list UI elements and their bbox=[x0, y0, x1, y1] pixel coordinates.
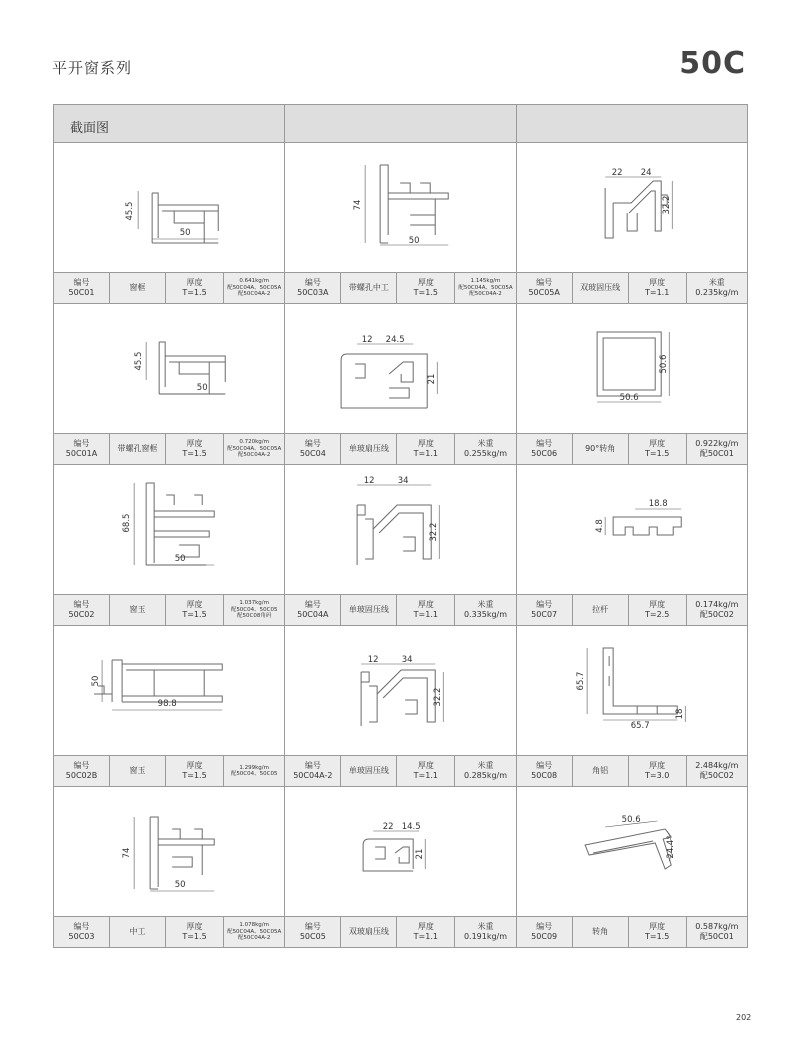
thickness-cell bbox=[397, 434, 455, 464]
weight-line: 配50C04A、50C05A bbox=[227, 445, 282, 452]
name-cell bbox=[573, 434, 629, 464]
section-drawing bbox=[54, 304, 284, 433]
profile-name: 转角 bbox=[592, 927, 609, 936]
profile-cell bbox=[54, 787, 285, 947]
dimension-label: 22 bbox=[383, 822, 394, 832]
thickness-value: T=2.5 bbox=[645, 610, 670, 619]
code-label: 编号 bbox=[536, 439, 553, 448]
profile-outline bbox=[597, 332, 661, 396]
profile-code: 50C07 bbox=[531, 610, 558, 619]
dimension-label: 50 bbox=[174, 880, 186, 890]
dimension-label: 24 bbox=[640, 168, 652, 178]
weight-line: 配50C04A、50C05A bbox=[227, 928, 282, 935]
code-label: 编号 bbox=[536, 761, 553, 770]
profile-cell bbox=[54, 304, 285, 464]
dimension-label: 74 bbox=[122, 847, 133, 859]
spec-bar bbox=[517, 916, 747, 947]
weight-line: 1.299kg/m bbox=[239, 764, 269, 771]
dimension-label: 24.4° bbox=[665, 835, 676, 859]
profile-code: 50C02B bbox=[65, 771, 98, 780]
profile-outline bbox=[361, 670, 435, 726]
spec-bar bbox=[54, 272, 284, 303]
weight-line: 配50C01 bbox=[699, 932, 734, 941]
header-cell bbox=[54, 105, 285, 142]
profile-name: 单玻扇压线 bbox=[348, 444, 389, 453]
dimension-label: 50 bbox=[179, 228, 191, 238]
thickness-label: 厚度 bbox=[417, 439, 434, 448]
profile-outline bbox=[357, 505, 431, 565]
profile-cell bbox=[54, 626, 285, 786]
thickness-value: T=1.5 bbox=[182, 610, 207, 619]
thickness-label: 厚度 bbox=[417, 278, 434, 287]
profile-outline bbox=[585, 829, 671, 869]
code-label: 编号 bbox=[73, 600, 90, 609]
dimension-label: 22 bbox=[611, 168, 623, 178]
code-cell bbox=[517, 434, 573, 464]
profile-outline bbox=[146, 483, 214, 565]
spec-bar bbox=[54, 916, 284, 947]
code-label: 编号 bbox=[536, 278, 553, 287]
dimension-label: 21 bbox=[415, 848, 426, 860]
section-drawing bbox=[517, 304, 747, 433]
profile-name: 90°转角 bbox=[585, 444, 616, 453]
profile-code: 50C08 bbox=[531, 771, 558, 780]
dimension-label: 34 bbox=[402, 655, 413, 665]
weight-label: 米重 bbox=[477, 439, 494, 448]
code-label: 编号 bbox=[536, 922, 553, 931]
weight-line: 1.037kg/m bbox=[239, 600, 269, 607]
spec-bar bbox=[285, 433, 515, 464]
profile-table bbox=[53, 104, 748, 948]
weight-line: 配50C02 bbox=[699, 610, 734, 619]
thickness-label: 厚度 bbox=[649, 761, 666, 770]
table-row bbox=[54, 143, 747, 304]
dimension-label: 21 bbox=[427, 373, 438, 385]
section-drawing bbox=[285, 465, 515, 594]
weight-cell bbox=[455, 273, 515, 303]
weight-line: 配50C04、50C05 bbox=[230, 606, 278, 613]
code-cell bbox=[285, 434, 341, 464]
dimension-label: 74 bbox=[353, 199, 364, 211]
thickness-label: 厚度 bbox=[186, 761, 203, 770]
code-label: 编号 bbox=[304, 278, 321, 287]
profile-cell bbox=[285, 304, 516, 464]
code-cell bbox=[54, 917, 110, 947]
thickness-cell bbox=[166, 917, 224, 947]
dimension-label: 50.6 bbox=[621, 815, 641, 825]
weight-line: 0.335kg/m bbox=[463, 610, 508, 619]
dimension-label: 65.7 bbox=[575, 671, 586, 691]
thickness-value: T=1.1 bbox=[413, 932, 438, 941]
section-drawing bbox=[54, 143, 284, 272]
weight-line: 配50C04A-2 bbox=[469, 291, 502, 298]
weight-cell bbox=[687, 595, 747, 625]
name-cell bbox=[110, 273, 166, 303]
profile-code: 50C06 bbox=[531, 449, 558, 458]
section-drawing bbox=[517, 465, 747, 594]
weight-cell bbox=[224, 595, 284, 625]
thickness-label: 厚度 bbox=[417, 922, 434, 931]
weight-line: 1.145kg/m bbox=[470, 278, 501, 285]
profile-code: 50C01A bbox=[65, 449, 98, 458]
spec-bar bbox=[54, 594, 284, 625]
profile-name: 单玻固压线 bbox=[348, 766, 389, 775]
thickness-label: 厚度 bbox=[417, 600, 434, 609]
profile-name: 角铝 bbox=[592, 766, 609, 775]
code-label: 编号 bbox=[536, 600, 553, 609]
name-cell bbox=[110, 595, 166, 625]
section-drawing bbox=[285, 626, 515, 755]
code-cell bbox=[285, 756, 341, 786]
profile-cell bbox=[517, 143, 747, 303]
table-row bbox=[54, 787, 747, 947]
spec-bar bbox=[54, 433, 284, 464]
dimension-label: 32.2 bbox=[429, 522, 440, 542]
profile-name: 中工 bbox=[129, 927, 146, 936]
dimension-label: 68.5 bbox=[122, 513, 133, 533]
thickness-value: T=1.5 bbox=[182, 771, 207, 780]
thickness-cell bbox=[629, 756, 687, 786]
dimension-label: 45.5 bbox=[134, 351, 145, 371]
thickness-value: T=1.5 bbox=[182, 288, 207, 297]
spec-bar bbox=[285, 755, 515, 786]
weight-line: 配50C02 bbox=[699, 771, 734, 780]
section-drawing bbox=[54, 465, 284, 594]
weight-line: 配50C04A、50C05A bbox=[458, 284, 513, 291]
code-label: 编号 bbox=[304, 439, 321, 448]
spec-bar bbox=[285, 916, 515, 947]
thickness-cell bbox=[166, 756, 224, 786]
profile-cell bbox=[285, 143, 516, 303]
profile-name: 双玻固压线 bbox=[580, 283, 621, 292]
thickness-cell bbox=[166, 434, 224, 464]
thickness-value: T=1.1 bbox=[645, 288, 670, 297]
name-cell bbox=[341, 434, 397, 464]
name-cell bbox=[110, 756, 166, 786]
dimension-label: 24.5 bbox=[386, 335, 405, 345]
table-body bbox=[54, 143, 747, 947]
weight-line: 配50C04A-2 bbox=[237, 291, 271, 298]
thickness-label: 厚度 bbox=[186, 600, 203, 609]
thickness-value: T=1.1 bbox=[413, 771, 438, 780]
profile-outline bbox=[159, 342, 225, 394]
profile-code: 50C01 bbox=[68, 288, 95, 297]
weight-line: 1.078kg/m bbox=[239, 922, 269, 929]
weight-line: 0.922kg/m bbox=[695, 439, 739, 448]
profile-cell bbox=[285, 626, 516, 786]
thickness-cell bbox=[629, 595, 687, 625]
spec-bar bbox=[54, 755, 284, 786]
name-cell bbox=[110, 917, 166, 947]
code-cell bbox=[517, 756, 573, 786]
profile-outline bbox=[341, 354, 427, 408]
weight-line: 0.285kg/m bbox=[463, 771, 508, 780]
spec-bar bbox=[517, 755, 747, 786]
weight-line: 配50C04、50C05 bbox=[230, 771, 278, 777]
thickness-label: 厚度 bbox=[186, 439, 203, 448]
code-cell bbox=[517, 273, 573, 303]
profile-name: 窗玉 bbox=[129, 766, 146, 775]
section-drawing bbox=[517, 143, 747, 272]
thickness-label: 厚度 bbox=[186, 278, 203, 287]
profile-code: 50C04A-2 bbox=[293, 771, 333, 780]
profile-cell bbox=[517, 787, 747, 947]
profile-cell bbox=[517, 304, 747, 464]
profile-outline bbox=[603, 648, 677, 714]
table-row bbox=[54, 626, 747, 787]
thickness-cell bbox=[629, 917, 687, 947]
profile-code: 50C02 bbox=[68, 610, 95, 619]
code-label: 编号 bbox=[73, 278, 90, 287]
weight-line: 0.191kg/m bbox=[463, 932, 508, 941]
code-cell bbox=[54, 756, 110, 786]
code-cell bbox=[517, 595, 573, 625]
weight-line: 0.174kg/m bbox=[695, 600, 739, 609]
dimension-label: 12 bbox=[368, 655, 379, 665]
dimension-label: 45.5 bbox=[125, 201, 136, 221]
weight-cell bbox=[687, 273, 747, 303]
table-row bbox=[54, 304, 747, 465]
thickness-value: T=1.5 bbox=[645, 449, 670, 458]
profile-name: 带螺孔中工 bbox=[348, 283, 389, 292]
code-cell bbox=[517, 917, 573, 947]
code-cell bbox=[54, 273, 110, 303]
name-cell bbox=[341, 917, 397, 947]
weight-line: 0.587kg/m bbox=[695, 922, 739, 931]
profile-code: 50C03 bbox=[68, 932, 95, 941]
code-label: 编号 bbox=[73, 439, 90, 448]
dimension-label: 12 bbox=[362, 335, 373, 345]
weight-line: 配50C04A-2 bbox=[237, 452, 271, 459]
profile-cell bbox=[517, 626, 747, 786]
weight-cell bbox=[224, 917, 284, 947]
thickness-cell bbox=[166, 273, 224, 303]
code-label: 编号 bbox=[73, 922, 90, 931]
thickness-value: T=1.5 bbox=[645, 932, 670, 941]
dimension-label: 50 bbox=[174, 554, 186, 564]
thickness-cell bbox=[397, 273, 455, 303]
weight-line: 配50C08角码 bbox=[236, 613, 272, 620]
profile-outline bbox=[150, 817, 214, 889]
profile-code: 50C03A bbox=[297, 288, 329, 297]
code-label: 编号 bbox=[304, 922, 321, 931]
profile-cell bbox=[54, 465, 285, 625]
name-cell bbox=[341, 273, 397, 303]
thickness-cell bbox=[166, 595, 224, 625]
profile-name: 窗玉 bbox=[129, 605, 146, 614]
weight-label: 米重 bbox=[477, 761, 494, 770]
weight-cell bbox=[687, 434, 747, 464]
profile-code: 50C04A bbox=[297, 610, 329, 619]
code-cell bbox=[285, 273, 341, 303]
code-cell bbox=[285, 595, 341, 625]
name-cell bbox=[341, 756, 397, 786]
table-header bbox=[54, 105, 747, 143]
weight-cell bbox=[455, 756, 515, 786]
profile-cell bbox=[285, 787, 516, 947]
weight-cell bbox=[224, 273, 284, 303]
thickness-value: T=3.0 bbox=[645, 771, 670, 780]
weight-line: 2.484kg/m bbox=[695, 761, 739, 770]
thickness-cell bbox=[629, 434, 687, 464]
dimension-label: 4.8 bbox=[594, 519, 605, 533]
code-label: 编号 bbox=[73, 761, 90, 770]
weight-cell bbox=[455, 595, 515, 625]
thickness-cell bbox=[397, 917, 455, 947]
section-drawing bbox=[285, 143, 515, 272]
dimension-label: 18 bbox=[674, 708, 685, 720]
profile-name: 窗框 bbox=[129, 283, 146, 292]
profile-name: 拉杆 bbox=[592, 605, 609, 614]
section-drawing bbox=[285, 787, 515, 916]
model-code: 50C bbox=[679, 46, 746, 81]
dimension-label: 32.2 bbox=[661, 195, 672, 215]
dimension-label: 65.7 bbox=[630, 721, 650, 731]
profile-outline bbox=[363, 839, 413, 871]
dimension-label: 50.6 bbox=[658, 354, 669, 374]
code-label: 编号 bbox=[304, 600, 321, 609]
weight-cell bbox=[687, 756, 747, 786]
section-drawing bbox=[285, 304, 515, 433]
dimension-label: 12 bbox=[364, 476, 375, 486]
profile-cell bbox=[285, 465, 516, 625]
dimension-label: 50 bbox=[91, 675, 102, 687]
dimension-label: 18.8 bbox=[648, 499, 668, 509]
profile-code: 50C05 bbox=[299, 932, 326, 941]
name-cell bbox=[573, 595, 629, 625]
dimension-label: 50 bbox=[196, 383, 208, 393]
name-cell bbox=[573, 917, 629, 947]
thickness-cell bbox=[397, 595, 455, 625]
profile-name: 单玻固压线 bbox=[348, 605, 389, 614]
code-cell bbox=[54, 434, 110, 464]
header-cell bbox=[517, 105, 747, 142]
section-drawing bbox=[54, 787, 284, 916]
spec-bar bbox=[285, 272, 515, 303]
dimension-label: 14.5 bbox=[402, 822, 421, 832]
weight-line: 0.235kg/m bbox=[695, 288, 739, 297]
series-title: 平开窗系列 bbox=[52, 59, 133, 77]
thickness-value: T=1.1 bbox=[413, 610, 438, 619]
page-number: 202 bbox=[736, 1013, 752, 1022]
profile-cell bbox=[54, 143, 285, 303]
dimension-label: 98.8 bbox=[157, 699, 177, 709]
profile-outline bbox=[380, 165, 448, 243]
weight-line: 配50C01 bbox=[699, 449, 734, 458]
section-drawing bbox=[517, 626, 747, 755]
weight-label: 米重 bbox=[477, 922, 494, 931]
thickness-label: 厚度 bbox=[186, 922, 203, 931]
profile-code: 50C05A bbox=[528, 288, 560, 297]
thickness-label: 厚度 bbox=[649, 600, 666, 609]
thickness-cell bbox=[629, 273, 687, 303]
name-cell bbox=[110, 434, 166, 464]
name-cell bbox=[573, 273, 629, 303]
table-row bbox=[54, 465, 747, 626]
code-cell bbox=[285, 917, 341, 947]
weight-line: 配50C04A、50C05A bbox=[227, 284, 282, 291]
dimension-label: 32.2 bbox=[433, 687, 444, 707]
profile-code: 50C09 bbox=[531, 932, 558, 941]
thickness-label: 厚度 bbox=[649, 922, 666, 931]
thickness-cell bbox=[397, 756, 455, 786]
thickness-value: T=1.5 bbox=[413, 288, 438, 297]
name-cell bbox=[573, 756, 629, 786]
name-cell bbox=[341, 595, 397, 625]
thickness-label: 厚度 bbox=[649, 278, 666, 287]
spec-bar bbox=[517, 272, 747, 303]
weight-cell bbox=[224, 434, 284, 464]
weight-cell bbox=[455, 917, 515, 947]
profile-name: 带螺孔窗框 bbox=[117, 444, 158, 453]
weight-line: 配50C04A-2 bbox=[237, 935, 271, 942]
weight-cell bbox=[687, 917, 747, 947]
dimension-label: 50 bbox=[409, 236, 420, 246]
section-drawing bbox=[517, 787, 747, 916]
code-cell bbox=[54, 595, 110, 625]
section-drawing-label: 截面图 bbox=[70, 121, 110, 136]
spec-bar bbox=[517, 433, 747, 464]
profile-code: 50C04 bbox=[299, 449, 326, 458]
thickness-label: 厚度 bbox=[417, 761, 434, 770]
thickness-label: 厚度 bbox=[649, 439, 666, 448]
dimension-label: 50.6 bbox=[619, 393, 639, 403]
weight-line: 0.641kg/m bbox=[239, 278, 269, 285]
profile-outline bbox=[613, 517, 681, 535]
header-cell bbox=[285, 105, 516, 142]
weight-cell bbox=[224, 756, 284, 786]
spec-bar bbox=[285, 594, 515, 625]
thickness-value: T=1.5 bbox=[182, 449, 207, 458]
profile-outline bbox=[94, 660, 222, 702]
code-label: 编号 bbox=[304, 761, 321, 770]
weight-label: 米重 bbox=[708, 278, 725, 287]
profile-cell bbox=[517, 465, 747, 625]
thickness-value: T=1.5 bbox=[182, 932, 207, 941]
weight-line: 0.720kg/m bbox=[239, 439, 269, 446]
weight-cell bbox=[455, 434, 515, 464]
profile-outline bbox=[605, 181, 667, 238]
spec-bar bbox=[517, 594, 747, 625]
dimension-label: 34 bbox=[398, 476, 409, 486]
profile-name: 双玻扇压线 bbox=[348, 927, 389, 936]
thickness-value: T=1.1 bbox=[413, 449, 438, 458]
section-drawing bbox=[54, 626, 284, 755]
weight-label: 米重 bbox=[477, 600, 494, 609]
weight-line: 0.255kg/m bbox=[463, 449, 508, 458]
